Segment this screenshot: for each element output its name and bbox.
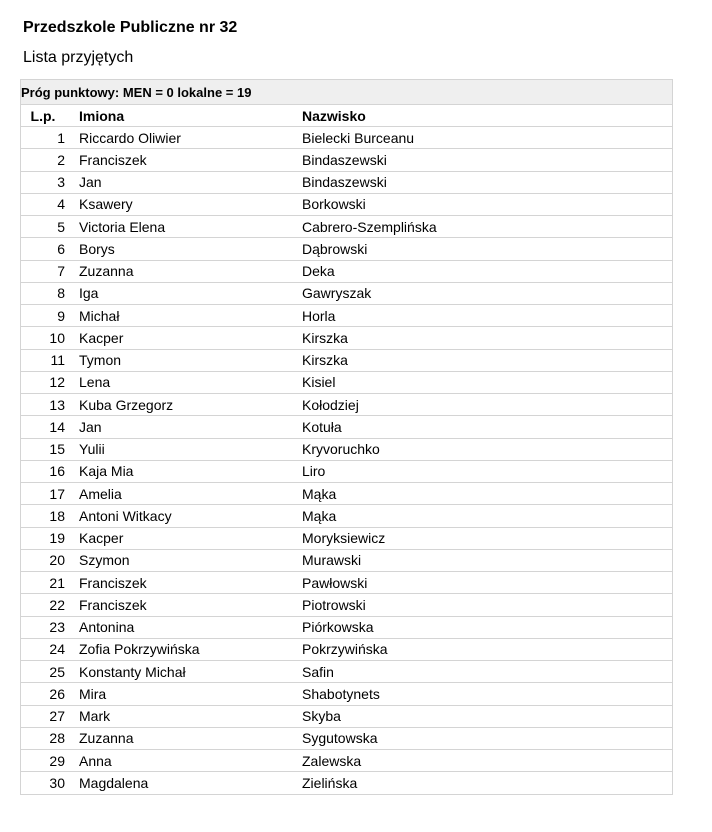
last-name-cell: Bindaszewski (302, 172, 672, 194)
table-body (21, 127, 672, 794)
first-name-cell: Tymon (79, 350, 302, 372)
table-row (21, 772, 672, 793)
table-row (21, 572, 672, 594)
first-name-cell: Zuzanna (79, 728, 302, 750)
last-name-cell: Zalewska (302, 750, 672, 772)
table-row (21, 305, 672, 327)
first-name-cell: Konstanty Michał (79, 661, 302, 683)
row-number: 4 (21, 194, 79, 216)
table-row (21, 372, 672, 394)
threshold-row (21, 80, 672, 105)
row-number: 27 (21, 706, 79, 728)
table-row (21, 194, 672, 216)
row-number: 28 (21, 728, 79, 750)
table-row (21, 439, 672, 461)
first-name-cell: Franciszek (79, 149, 302, 171)
last-name-cell: Cabrero-Szemplińska (302, 216, 672, 238)
table-row (21, 216, 672, 238)
first-name-cell: Magdalena (79, 774, 149, 791)
first-name-cell: Lena (79, 372, 302, 394)
row-number: 5 (21, 216, 79, 238)
first-name-cell: Antoni Witkacy (79, 505, 302, 527)
row-number: 19 (21, 528, 79, 550)
first-name-cell: Michał (79, 305, 302, 327)
threshold-text: Próg punktowy: MEN = 0 lokalne = 19 (21, 80, 672, 105)
row-number: 10 (21, 327, 79, 349)
table-row (21, 149, 672, 171)
row-number: 14 (21, 416, 79, 438)
first-name-cell: Borys (79, 238, 302, 260)
last-name-cell: Kisiel (302, 372, 672, 394)
table-row (21, 505, 672, 527)
first-name-cell: Zuzanna (79, 261, 302, 283)
last-name-cell: Deka (302, 261, 672, 283)
table-row (21, 127, 672, 149)
row-number: 18 (21, 505, 79, 527)
table-row (21, 528, 672, 550)
last-name-cell: Borkowski (302, 194, 672, 216)
first-name-cell: Szymon (79, 550, 302, 572)
row-number: 29 (21, 750, 79, 772)
table-row (21, 350, 672, 372)
row-number: 13 (21, 394, 79, 416)
first-name-cell: Franciszek (79, 594, 302, 616)
table-row (21, 483, 672, 505)
first-name-cell: Kuba Grzegorz (79, 394, 302, 416)
first-name-cell: Kacper (79, 528, 302, 550)
row-number: 17 (21, 483, 79, 505)
row-number: 21 (21, 572, 79, 594)
table-row (21, 683, 672, 705)
last-name-cell: Pokrzywińska (302, 639, 672, 661)
row-number: 12 (21, 372, 79, 394)
first-name-cell: Antonina (79, 617, 302, 639)
first-name-cell: Kacper (79, 327, 302, 349)
row-number: 30 (49, 774, 65, 791)
last-name-cell: Safin (302, 661, 672, 683)
last-name-cell: Kryvoruchko (302, 439, 672, 461)
table-row (21, 261, 672, 283)
row-number: 3 (21, 172, 79, 194)
first-name-cell: Riccardo Oliwier (79, 127, 302, 149)
last-name-cell: Kirszka (302, 350, 672, 372)
first-name-cell: Franciszek (79, 572, 302, 594)
first-name-cell: Ksawery (79, 194, 302, 216)
first-name-cell: Mira (79, 683, 302, 705)
column-header-first-name: Imiona (79, 105, 302, 127)
first-name-cell: Jan (79, 172, 302, 194)
row-number: 6 (21, 238, 79, 260)
row-number: 1 (21, 127, 79, 149)
row-number: 22 (21, 594, 79, 616)
table-row (21, 594, 672, 616)
row-number: 25 (21, 661, 79, 683)
row-number: 11 (21, 350, 79, 372)
table-row (21, 394, 672, 416)
page-subtitle: Lista przyjętych (23, 49, 134, 66)
table-row (21, 706, 672, 728)
table-row (21, 172, 672, 194)
last-name-cell: Mąka (302, 483, 672, 505)
table-row (21, 639, 672, 661)
page-title: Przedszkole Publiczne nr 32 (23, 19, 238, 36)
first-name-cell: Mark (79, 706, 302, 728)
first-name-cell: Kaja Mia (79, 461, 302, 483)
table-row (21, 661, 672, 683)
column-header-last-name: Nazwisko (302, 105, 672, 127)
first-name-cell: Yulii (79, 439, 302, 461)
row-number: 7 (21, 261, 79, 283)
row-number: 24 (21, 639, 79, 661)
row-number: 8 (21, 283, 79, 305)
last-name-cell: Zielińska (302, 774, 358, 791)
last-name-cell: Skyba (302, 706, 672, 728)
last-name-cell: Kołodziej (302, 394, 672, 416)
last-name-cell: Shabotynets (302, 683, 672, 705)
last-name-cell: Dąbrowski (302, 238, 672, 260)
first-name-cell: Victoria Elena (79, 216, 302, 238)
last-name-cell: Pawłowski (302, 572, 672, 594)
first-name-cell: Iga (79, 283, 302, 305)
table-row (21, 238, 672, 260)
first-name-cell: Zofia Pokrzywińska (79, 639, 302, 661)
table-header-row (21, 105, 672, 127)
last-name-cell: Sygutowska (302, 728, 672, 750)
last-name-cell: Moryksiewicz (302, 528, 672, 550)
last-name-cell: Bindaszewski (302, 149, 672, 171)
last-name-cell: Gawryszak (302, 283, 672, 305)
first-name-cell: Amelia (79, 483, 302, 505)
last-name-cell: Mąka (302, 505, 672, 527)
table-row (21, 550, 672, 572)
first-name-cell: Anna (79, 750, 302, 772)
row-number: 2 (21, 149, 79, 171)
table-row (21, 283, 672, 305)
row-number: 26 (21, 683, 79, 705)
last-name-cell: Horla (302, 305, 672, 327)
table-row (21, 327, 672, 349)
last-name-cell: Kirszka (302, 327, 672, 349)
row-number: 20 (21, 550, 79, 572)
last-name-cell: Piórkowska (302, 617, 672, 639)
row-number: 15 (21, 439, 79, 461)
table-row (21, 617, 672, 639)
table-row (21, 750, 672, 772)
row-number: 23 (21, 617, 79, 639)
last-name-cell: Liro (302, 461, 672, 483)
table-row (21, 728, 672, 750)
row-number: 16 (21, 461, 79, 483)
last-name-cell: Piotrowski (302, 594, 672, 616)
column-header-lp: L.p. (21, 105, 79, 127)
admitted-list-table (20, 79, 673, 795)
table-row (21, 416, 672, 438)
last-name-cell: Murawski (302, 550, 672, 572)
last-name-cell: Bielecki Burceanu (302, 127, 672, 149)
table-row (21, 461, 672, 483)
last-name-cell: Kotuła (302, 416, 672, 438)
first-name-cell: Jan (79, 416, 302, 438)
row-number: 9 (21, 305, 79, 327)
